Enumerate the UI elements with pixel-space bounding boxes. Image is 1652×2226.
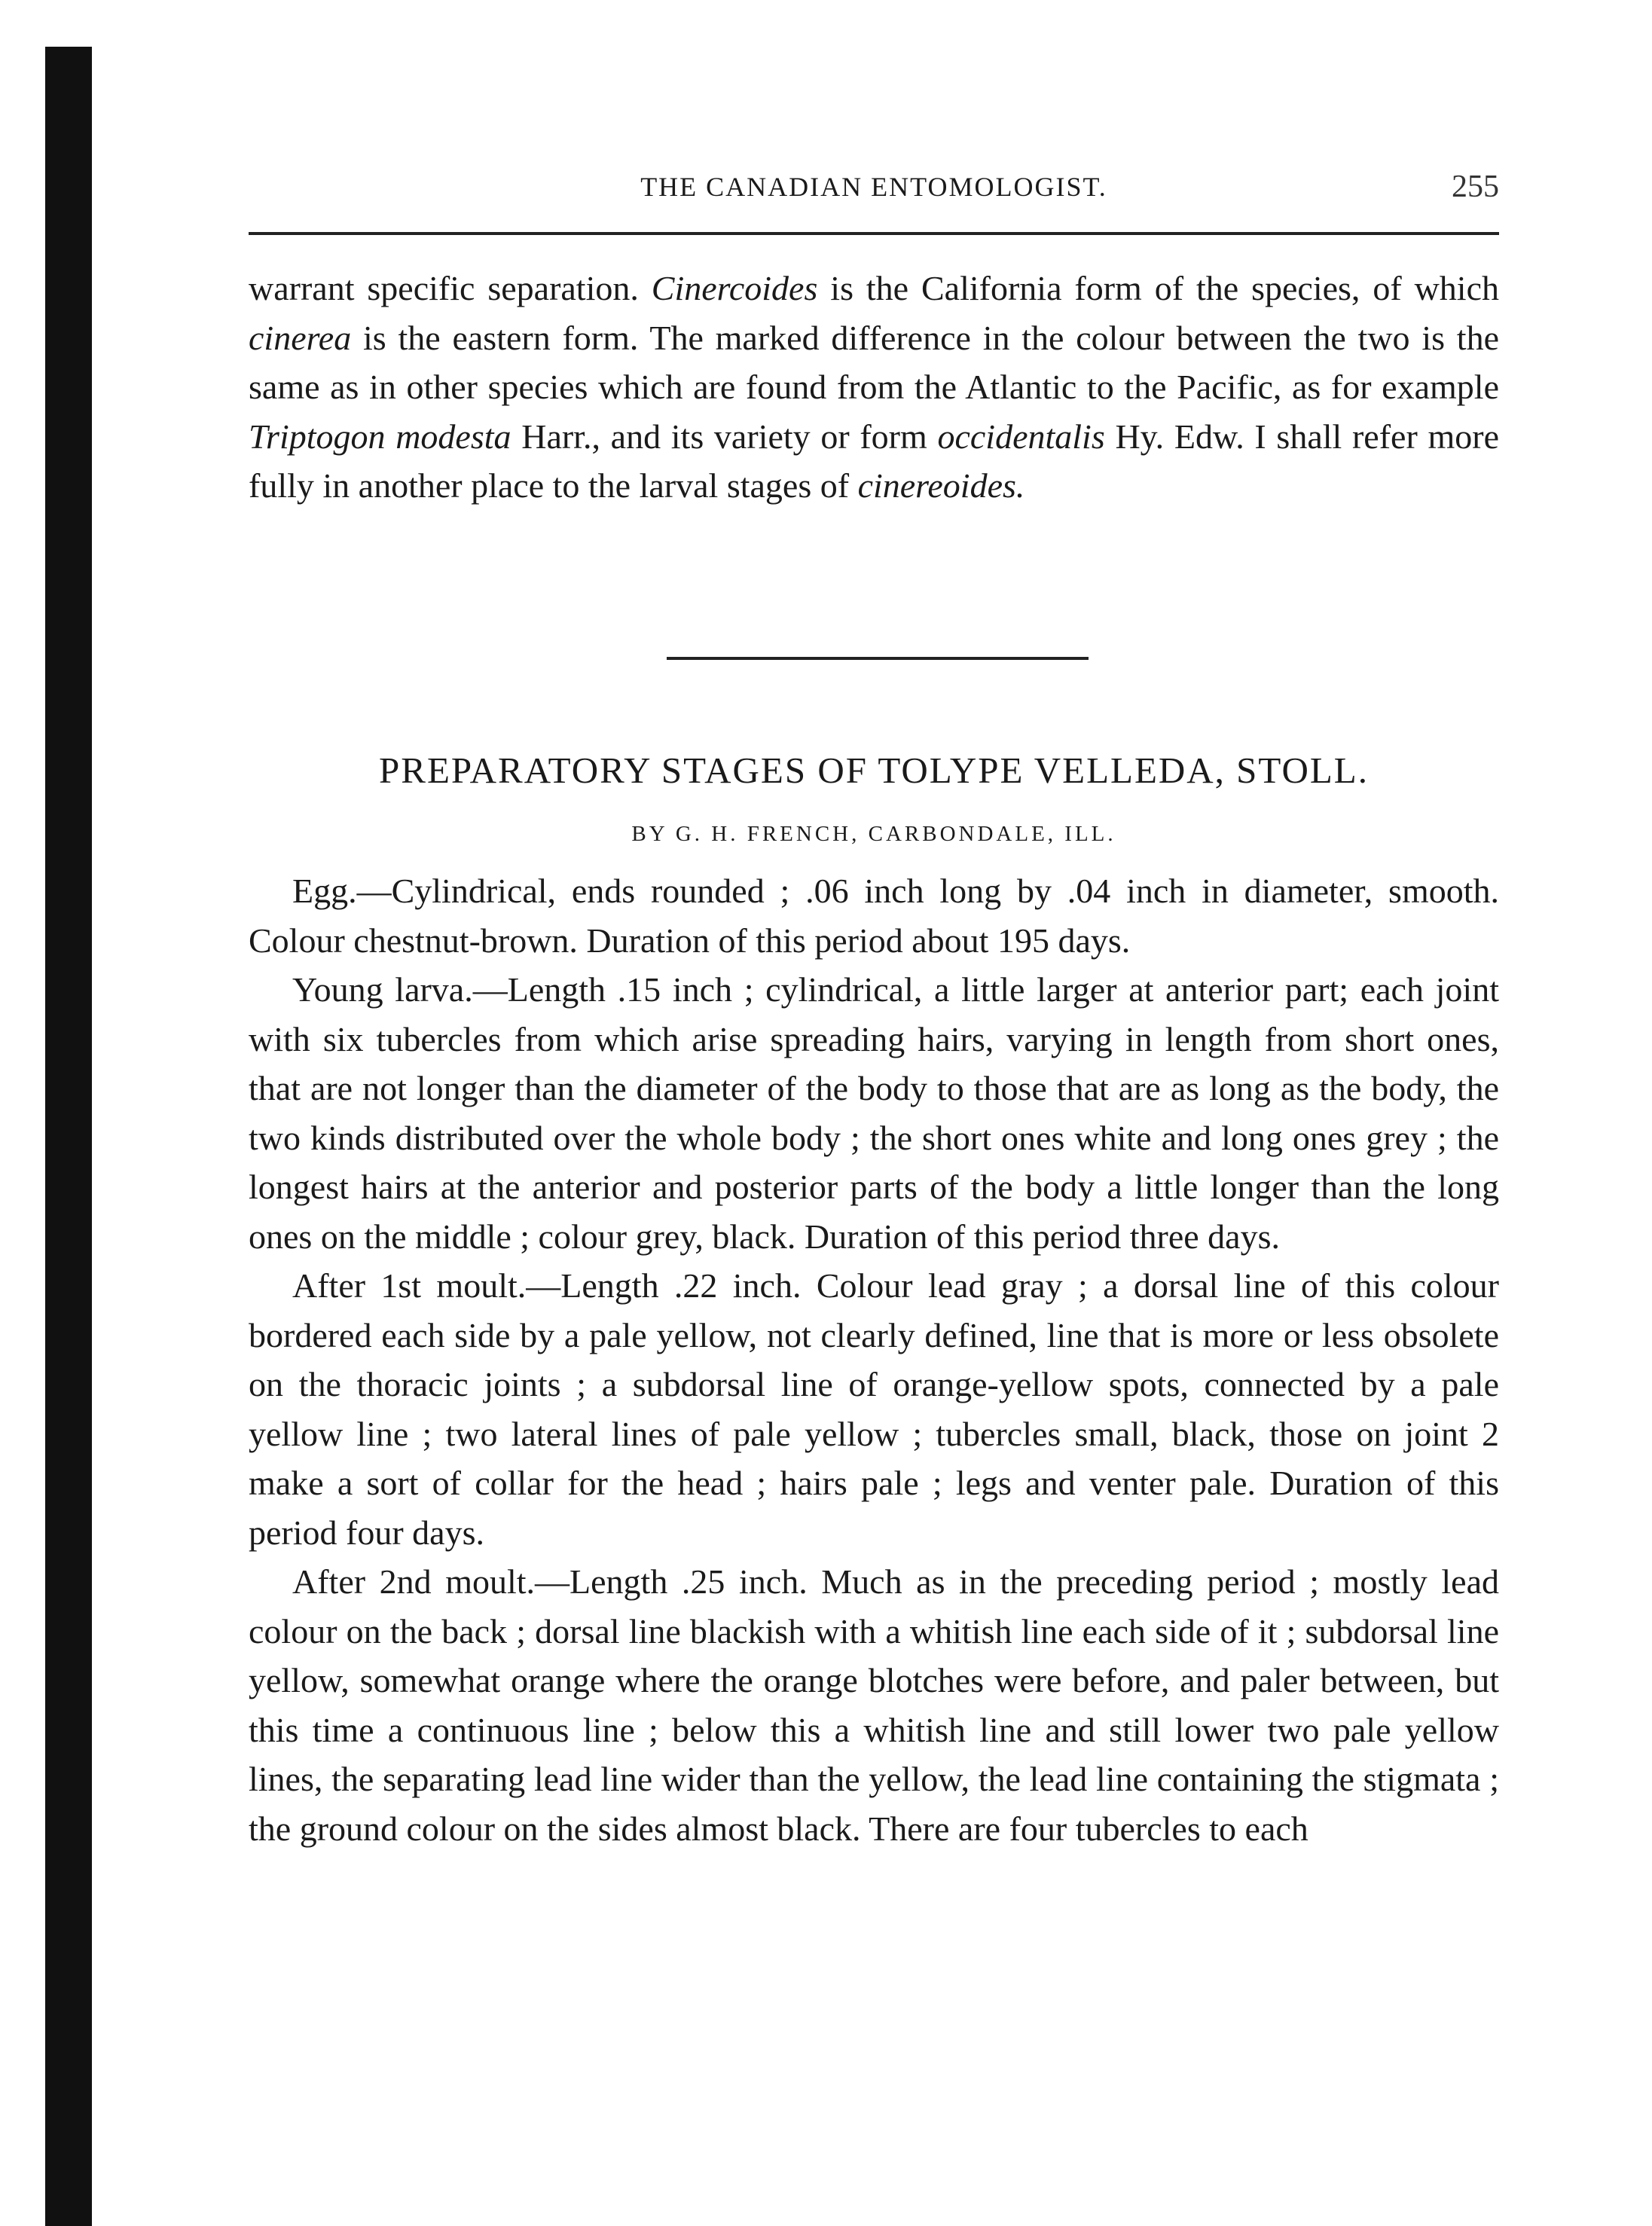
article-byline: BY G. H. FRENCH, CARBONDALE, ILL. bbox=[631, 822, 1116, 846]
running-title: THE CANADIAN ENTOMOLOGIST. bbox=[640, 172, 1107, 202]
continuation-text bbox=[249, 264, 1499, 511]
text-segment: is the California form of the species, of which bbox=[817, 269, 1499, 307]
text-segment: warrant specific separation. bbox=[249, 269, 652, 307]
species-name: Cinercoides bbox=[651, 269, 818, 307]
species-name: cinerea bbox=[249, 318, 352, 357]
text-segment: Hy. Edw. I shall refer more fully in another place to the larval stages of bbox=[249, 417, 1499, 505]
species-name: cinereoides. bbox=[857, 466, 1025, 505]
page-binding-edge bbox=[45, 47, 92, 2226]
article-title: PREPARATORY STAGES OF TOLYPE VELLEDA, STOLL. bbox=[379, 750, 1369, 791]
running-head bbox=[249, 164, 1499, 209]
species-name: occidentalis bbox=[937, 417, 1105, 456]
paragraph-second-moult: After 2nd moult.—Length .25 inch. Much as in the preceding period ; mostly lead colour on the back ; dorsal line blackish with a whitish line each side of it ; subdorsal line yellow, somewhat orange where the orange blotches were before, and paler between, but this time a continuous line ; below this a whitish line and still lower two pale yellow lines, the separating lead line wider than the yellow, the lead line containing the stigmata ; the ground colour on the sides almost black. There are four tubercles to each bbox=[249, 1562, 1499, 1848]
text-segment: Harr., and its variety or form bbox=[511, 417, 938, 456]
paragraph-first-moult: After 1st moult.—Length .22 inch. Colour lead gray ; a dorsal line of this colour bordered each side by a pale yellow, not clearly defined, line that is more or less obsolete on the thoracic joints ; a subdorsal line of orange-yellow spots, connected by a pale yellow line ; two lateral lines of pale yellow ; tubercles small, black, those on joint 2 make a sort of collar for the head ; hairs pale ; legs and venter pale. Duration of this period four days. bbox=[249, 1266, 1499, 1552]
continuation-paragraph bbox=[249, 264, 1499, 511]
text-segment: is the eastern form. The marked difference in the colour between the two is the same as in other species which are found from the Atlantic to the Pacific, as for example bbox=[249, 318, 1499, 406]
article-body bbox=[249, 866, 1499, 1853]
species-name: Triptogon modesta bbox=[249, 417, 511, 456]
page-number: 255 bbox=[1452, 169, 1499, 204]
paragraph-egg: Egg.—Cylindrical, ends rounded ; .06 inch long by .04 inch in diameter, smooth. Colour chestnut-brown. Duration of this period about 195 days. bbox=[249, 872, 1499, 960]
article-separator-rule bbox=[667, 657, 1089, 660]
header-rule bbox=[249, 232, 1499, 235]
paragraph-young-larva: Young larva.—Length .15 inch ; cylindrical, a little larger at anterior part; each joint with six tubercles from which arise spreading hairs, varying in length from short ones, that are not longer than the diameter of the body to those that are as long as the body, the two kinds distributed over the whole body ; the short ones white and long ones grey ; the longest hairs at the anterior and posterior parts of the body a little longer than the long ones on the middle ; colour grey, black. Duration of this period three days. bbox=[249, 970, 1499, 1256]
